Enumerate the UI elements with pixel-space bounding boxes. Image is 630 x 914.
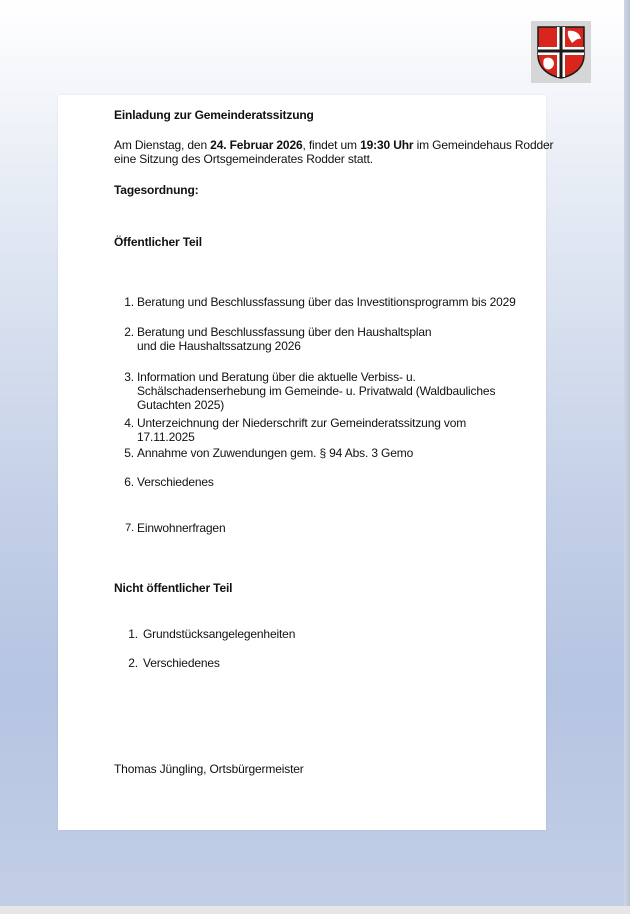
window-edge — [624, 0, 630, 906]
crest-frame — [531, 21, 591, 83]
item-text: Verschiedenes — [137, 475, 214, 489]
intro-line-1 — [114, 138, 553, 152]
public-section-heading: Öffentlicher Teil — [114, 235, 202, 249]
item-text: Einwohnerfragen — [137, 521, 226, 535]
item-text: Verschiedenes — [143, 656, 220, 670]
item-number: 1. — [128, 627, 138, 641]
meeting-time: 19:30 Uhr — [360, 138, 414, 152]
item-number: 5. — [124, 446, 134, 460]
bottom-strip — [0, 906, 630, 914]
item-text: Beratung und Beschlussfassung über den Haushaltsplan und die Haushaltssatzung 2026 — [137, 325, 432, 353]
item-number: 2. — [124, 325, 134, 339]
item-number: 2. — [128, 656, 138, 670]
document-title: Einladung zur Gemeinderatssitzung — [114, 108, 314, 122]
agenda-heading: Tagesordnung: — [114, 183, 199, 197]
intro-text: , findet um — [302, 138, 361, 152]
document-page — [58, 95, 554, 830]
intro-text: im Gemeindehaus Rodder — [413, 138, 554, 152]
coat-of-arms-icon — [536, 25, 586, 79]
item-text: Beratung und Beschlussfassung über das Investitionsprogramm bis 2029 — [137, 295, 516, 309]
intro-line-2: eine Sitzung des Ortsgemeinderates Rodder statt. — [114, 152, 373, 166]
item-number: 6. — [124, 475, 134, 489]
intro-text: Am Dienstag, den — [114, 138, 211, 152]
item-number: 4. — [124, 416, 134, 430]
item-text: Information und Beratung über die aktuelle Verbiss- u. Schälschadenserhebung im Gemeinde- u. Privatwald (Waldbauliches Gutachten 2025) — [137, 370, 496, 412]
item-number: 7. — [125, 522, 134, 534]
item-text: Annahme von Zuwendungen gem. § 94 Abs. 3 Gemo — [137, 446, 414, 460]
item-number: 1. — [124, 295, 134, 309]
item-text: Unterzeichnung der Niederschrift zur Gemeinderatssitzung vom 17.11.2025 — [137, 416, 467, 444]
signature: Thomas Jüngling, Ortsbürgermeister — [114, 762, 304, 776]
private-section-heading: Nicht öffentlicher Teil — [114, 581, 233, 595]
meeting-date: 24. Februar 2026 — [210, 138, 303, 152]
item-number: 3. — [124, 370, 134, 384]
item-text: Grundstücksangelegenheiten — [143, 627, 296, 641]
